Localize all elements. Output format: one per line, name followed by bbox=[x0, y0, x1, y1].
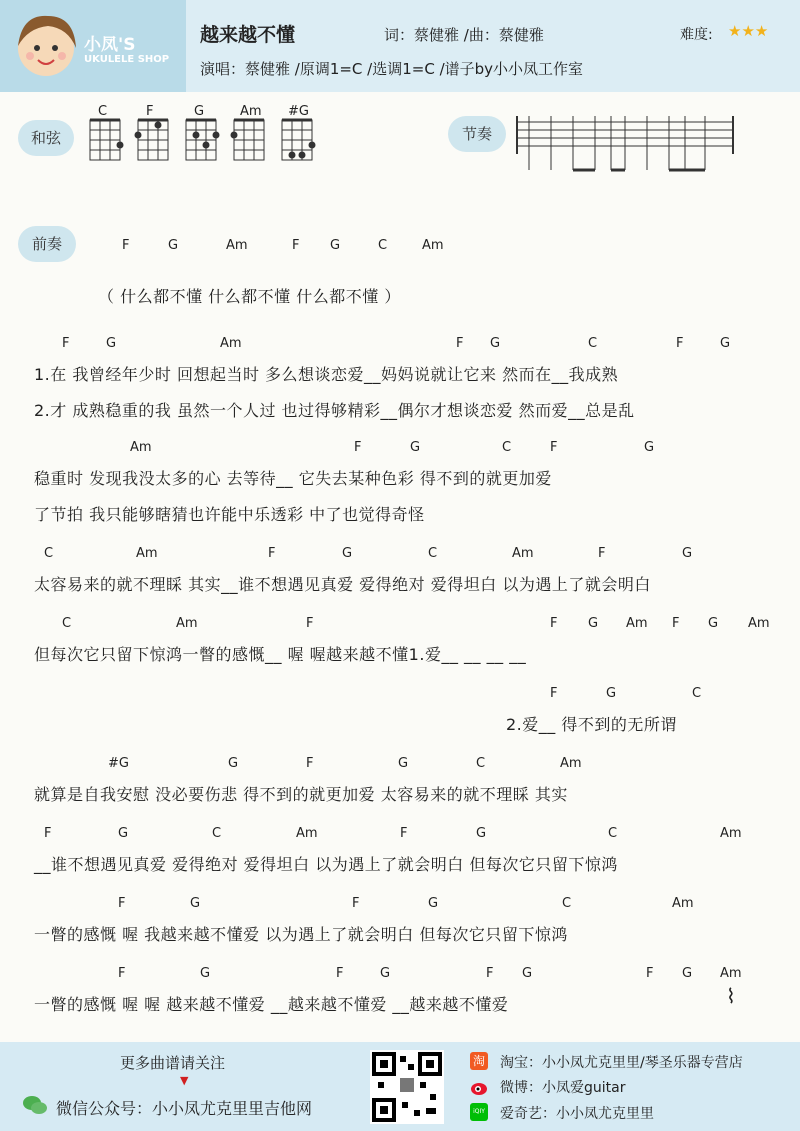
girl-face-icon bbox=[8, 6, 88, 86]
chord-label: Am bbox=[720, 966, 742, 981]
chord-grid bbox=[278, 118, 318, 176]
chord-name: C bbox=[98, 104, 108, 119]
chord-name: F bbox=[146, 104, 154, 119]
chord-label: G bbox=[476, 826, 487, 841]
chord-label: F bbox=[354, 440, 362, 455]
wechat-icon bbox=[22, 1094, 48, 1116]
chord-label: G bbox=[490, 336, 501, 351]
chord-label: F bbox=[598, 546, 606, 561]
wechat-account: 微信公众号：小小凤尤克里里吉他网 bbox=[56, 1099, 313, 1118]
chord-label: G bbox=[398, 756, 409, 771]
chord-label: G bbox=[720, 336, 731, 351]
chord-label: Am bbox=[748, 616, 770, 631]
chord-label: G bbox=[342, 546, 353, 561]
chords-badge: 和弦 bbox=[18, 120, 74, 156]
arrow-icon: ▼ bbox=[180, 1074, 189, 1087]
chord-label: C bbox=[44, 546, 54, 561]
chord-label: Am bbox=[296, 826, 318, 841]
chord-label: F bbox=[118, 966, 126, 981]
header-bar bbox=[0, 0, 800, 92]
chord-label: Am bbox=[136, 546, 158, 561]
chord-label: F bbox=[550, 616, 558, 631]
chord-label: C bbox=[562, 896, 572, 911]
chord-name: G bbox=[194, 104, 205, 119]
chord-label: F bbox=[292, 238, 300, 253]
chord-label: F bbox=[672, 616, 680, 631]
chord-label: Am bbox=[220, 336, 242, 351]
lyric-line: 1.在 我曾经年少时 回想起当时 多么想谈恋爱__妈妈说就让它来 然而在__我成熟 bbox=[34, 365, 619, 384]
chord-label: Am bbox=[512, 546, 534, 561]
chord-grid bbox=[86, 118, 126, 176]
chord-label: G bbox=[682, 966, 693, 981]
chord-name: #G bbox=[288, 104, 309, 119]
chord-label: G bbox=[106, 336, 117, 351]
intro-badge: 前奏 bbox=[18, 226, 76, 262]
lyric-line: 一瞥的感慨 喔 喔 越来越不懂爱 __越来越不懂爱 __越来越不懂爱 bbox=[34, 995, 509, 1014]
chord-label: Am bbox=[626, 616, 648, 631]
chord-label: F bbox=[676, 336, 684, 351]
logo-subtitle: UKULELE SHOP bbox=[84, 54, 170, 65]
chord-label: G bbox=[330, 238, 341, 253]
chord-label: G bbox=[682, 546, 693, 561]
lyric-line: 2.爱__ 得不到的无所谓 bbox=[506, 715, 677, 734]
chord-label: F bbox=[550, 440, 558, 455]
logo-name: 小凤'S bbox=[84, 35, 136, 55]
chord-label: C bbox=[62, 616, 72, 631]
chord-label: G bbox=[588, 616, 599, 631]
intro-lyric: （ 什么都不懂 什么都不懂 什么都不懂 ） bbox=[98, 287, 401, 306]
weibo-text: 微博：小凤爱guitar bbox=[500, 1080, 626, 1096]
chord-label: #G bbox=[108, 756, 129, 771]
chord-label: Am bbox=[672, 896, 694, 911]
chord-label: F bbox=[122, 238, 130, 253]
chord-label: Am bbox=[176, 616, 198, 631]
chord-grid bbox=[182, 118, 222, 176]
credits: 词：蔡健雅 /曲：蔡健雅 bbox=[384, 26, 544, 44]
logo bbox=[0, 0, 186, 92]
song-title: 越来越不懂 bbox=[200, 24, 296, 46]
chord-label: G bbox=[428, 896, 439, 911]
chord-label: G bbox=[228, 756, 239, 771]
chord-label: C bbox=[428, 546, 438, 561]
chord-name: Am bbox=[240, 104, 262, 119]
chord-label: C bbox=[608, 826, 618, 841]
chord-label: Am bbox=[720, 826, 742, 841]
chord-grid bbox=[230, 118, 270, 176]
chord-label: C bbox=[588, 336, 598, 351]
weibo-icon bbox=[470, 1078, 490, 1096]
rhythm-badge: 节奏 bbox=[448, 116, 506, 152]
chord-label: F bbox=[118, 896, 126, 911]
rhythm-pattern bbox=[515, 108, 735, 178]
chord-label: C bbox=[502, 440, 512, 455]
iqiyi-icon: iQIY bbox=[470, 1103, 488, 1121]
chord-label: C bbox=[692, 686, 702, 701]
taobao-icon: 淘 bbox=[470, 1052, 488, 1070]
chord-label: F bbox=[456, 336, 464, 351]
lyric-line: 一瞥的感慨 喔 我越来越不懂爱 以为遇上了就会明白 但每次它只留下惊鸿 bbox=[34, 925, 568, 944]
lyric-line: 太容易来的就不理睬 其实__谁不想遇见真爱 爱得绝对 爱得坦白 以为遇上了就会明白 bbox=[34, 575, 651, 594]
chord-label: G bbox=[410, 440, 421, 455]
chord-label: Am bbox=[130, 440, 152, 455]
chord-label: Am bbox=[560, 756, 582, 771]
difficulty-stars: ★★★ bbox=[728, 22, 769, 40]
chord-label: F bbox=[352, 896, 360, 911]
lyric-line: 就算是自我安慰 没必要伤悲 得不到的就更加爱 太容易来的就不理睬 其实 bbox=[34, 785, 568, 804]
chord-label: G bbox=[118, 826, 129, 841]
chord-label: C bbox=[476, 756, 486, 771]
lyric-line: 稳重时 发现我没太多的心 去等待__ 它失去某种色彩 得不到的就更加爱 bbox=[34, 469, 552, 488]
qr-code-icon[interactable] bbox=[370, 1050, 444, 1124]
chord-label: F bbox=[336, 966, 344, 981]
chord-label: F bbox=[306, 616, 314, 631]
chord-label: G bbox=[168, 238, 179, 253]
chord-label: G bbox=[200, 966, 211, 981]
lyric-line: __谁不想遇见真爱 爱得绝对 爱得坦白 以为遇上了就会明白 但每次它只留下惊鸿 bbox=[34, 855, 618, 874]
chord-label: F bbox=[62, 336, 70, 351]
chord-grid bbox=[134, 118, 174, 176]
lyric-line: 但每次它只留下惊鸿一瞥的感慨__ 喔 喔越来越不懂1.爱__ __ __ __ bbox=[34, 645, 527, 664]
chord-label: Am bbox=[422, 238, 444, 253]
lyric-line: 2.才 成熟稳重的我 虽然一个人过 也过得够精彩__偶尔才想谈恋爱 然而爱__总是乱 bbox=[34, 401, 635, 420]
chord-label: F bbox=[400, 826, 408, 841]
chord-label: F bbox=[268, 546, 276, 561]
difficulty-label: 难度: bbox=[680, 27, 713, 43]
chord-label: G bbox=[606, 686, 617, 701]
chord-label: F bbox=[646, 966, 654, 981]
chord-label: F bbox=[486, 966, 494, 981]
chord-label: C bbox=[378, 238, 388, 253]
chord-label: F bbox=[44, 826, 52, 841]
iqiyi-text: 爱奇艺：小小凤尤克里里 bbox=[500, 1106, 654, 1122]
follow-text: 更多曲谱请关注 bbox=[120, 1054, 226, 1072]
taobao-text: 淘宝：小小凤尤克里里/琴圣乐器专营店 bbox=[500, 1055, 743, 1071]
chord-label: F bbox=[550, 686, 558, 701]
chord-label: F bbox=[306, 756, 314, 771]
song-info: 演唱：蔡健雅 /原调1=C /选调1=C /谱子by小小凤工作室 bbox=[200, 60, 584, 78]
arpeggio-mark: ⌇ bbox=[726, 984, 736, 1008]
lyric-line: 了节拍 我只能够瞎猜也许能中乐透彩 中了也觉得奇怪 bbox=[34, 505, 425, 524]
chord-label: G bbox=[190, 896, 201, 911]
chord-label: G bbox=[522, 966, 533, 981]
chord-label: G bbox=[380, 966, 391, 981]
footer bbox=[0, 1042, 800, 1131]
chord-label: G bbox=[644, 440, 655, 455]
chord-label: G bbox=[708, 616, 719, 631]
chord-label: C bbox=[212, 826, 222, 841]
chord-label: Am bbox=[226, 238, 248, 253]
